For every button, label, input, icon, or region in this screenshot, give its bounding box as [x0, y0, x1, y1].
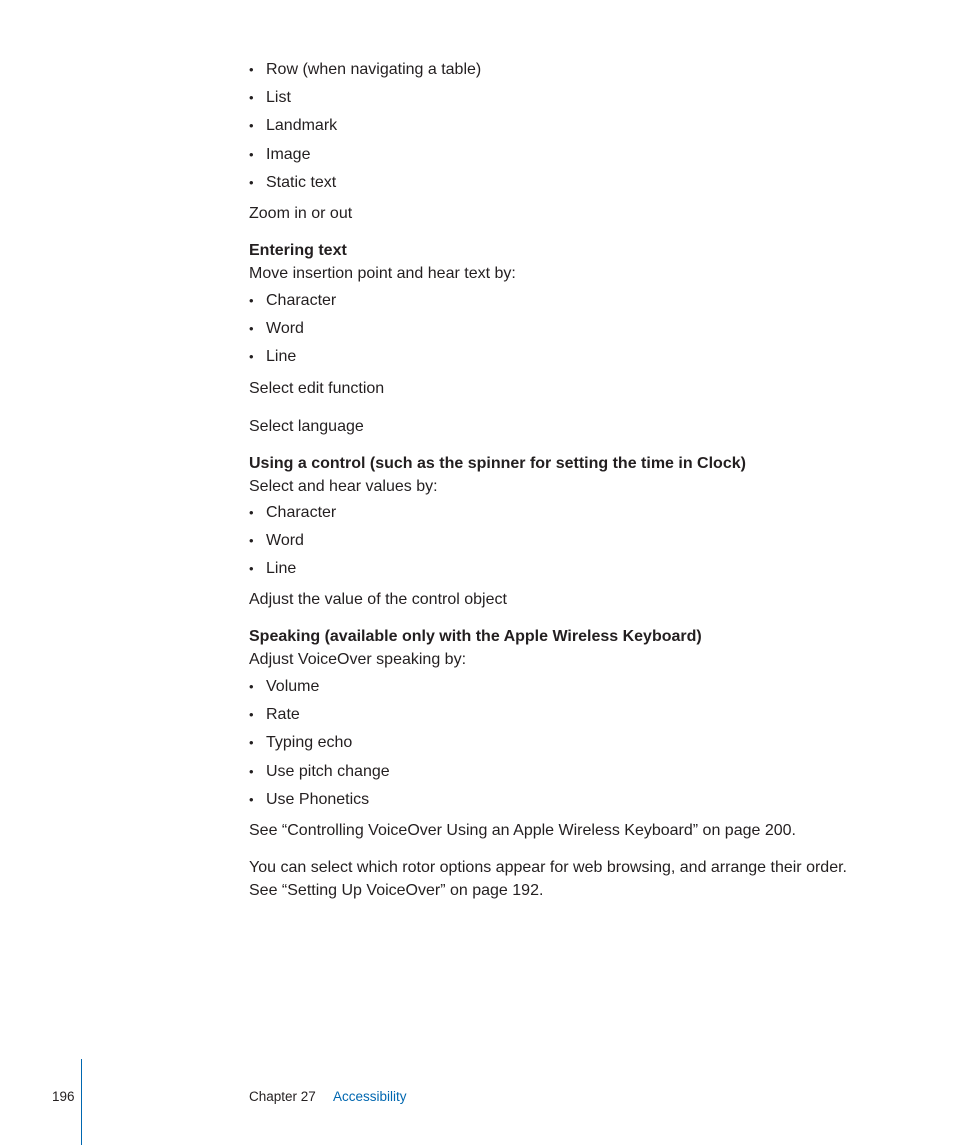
zoom-text: Zoom in or out [249, 204, 353, 222]
speaking-heading: Speaking (available only with the Apple Wireless Keyboard) [249, 628, 702, 646]
entering-text-heading: Entering text [249, 241, 347, 259]
list-item: • Character [249, 501, 889, 529]
list-item: • Use pitch change [249, 760, 889, 788]
rotor-options-list [249, 58, 889, 199]
list-item: • Landmark [249, 114, 889, 142]
entering-text-intro: Move insertion point and hear text by: [249, 264, 516, 282]
list-item: • Row (when navigating a table) [249, 58, 889, 86]
list-item: • Static text [249, 171, 889, 199]
speaking-list [249, 675, 889, 816]
list-item: • Line [249, 557, 889, 585]
footer-chapter: Chapter 27 [249, 1089, 316, 1104]
list-item: • Character [249, 289, 889, 317]
entering-text-list [249, 289, 889, 374]
using-control-heading: Using a control (such as the spinner for setting the time in Clock) [249, 454, 746, 472]
list-item: • Typing echo [249, 731, 889, 759]
speaking-intro: Adjust VoiceOver speaking by: [249, 651, 467, 669]
list-item: • List [249, 86, 889, 114]
footer-divider [81, 1059, 82, 1145]
list-item: • Use Phonetics [249, 788, 889, 816]
list-item: • Rate [249, 703, 889, 731]
select-language-text: Select language [249, 417, 364, 435]
page-number: 196 [52, 1089, 75, 1104]
list-item: • Image [249, 143, 889, 171]
see-keyboard-reference: See “Controlling VoiceOver Using an Apple Wireless Keyboard” on page 200. [249, 822, 796, 839]
using-control-list [249, 501, 889, 586]
select-edit-text: Select edit function [249, 379, 385, 397]
list-item: • Volume [249, 675, 889, 703]
closing-line-1: You can select which rotor options appear for web browsing, and arrange their order. [249, 859, 847, 876]
adjust-control-text: Adjust the value of the control object [249, 591, 507, 609]
closing-line-2: See “Setting Up VoiceOver” on page 192. [249, 882, 544, 899]
list-item: • Word [249, 529, 889, 557]
page-content [249, 58, 889, 902]
using-control-intro: Select and hear values by: [249, 477, 438, 495]
footer-section-link[interactable]: Accessibility [333, 1089, 407, 1104]
list-item: • Word [249, 317, 889, 345]
list-item: • Line [249, 345, 889, 373]
